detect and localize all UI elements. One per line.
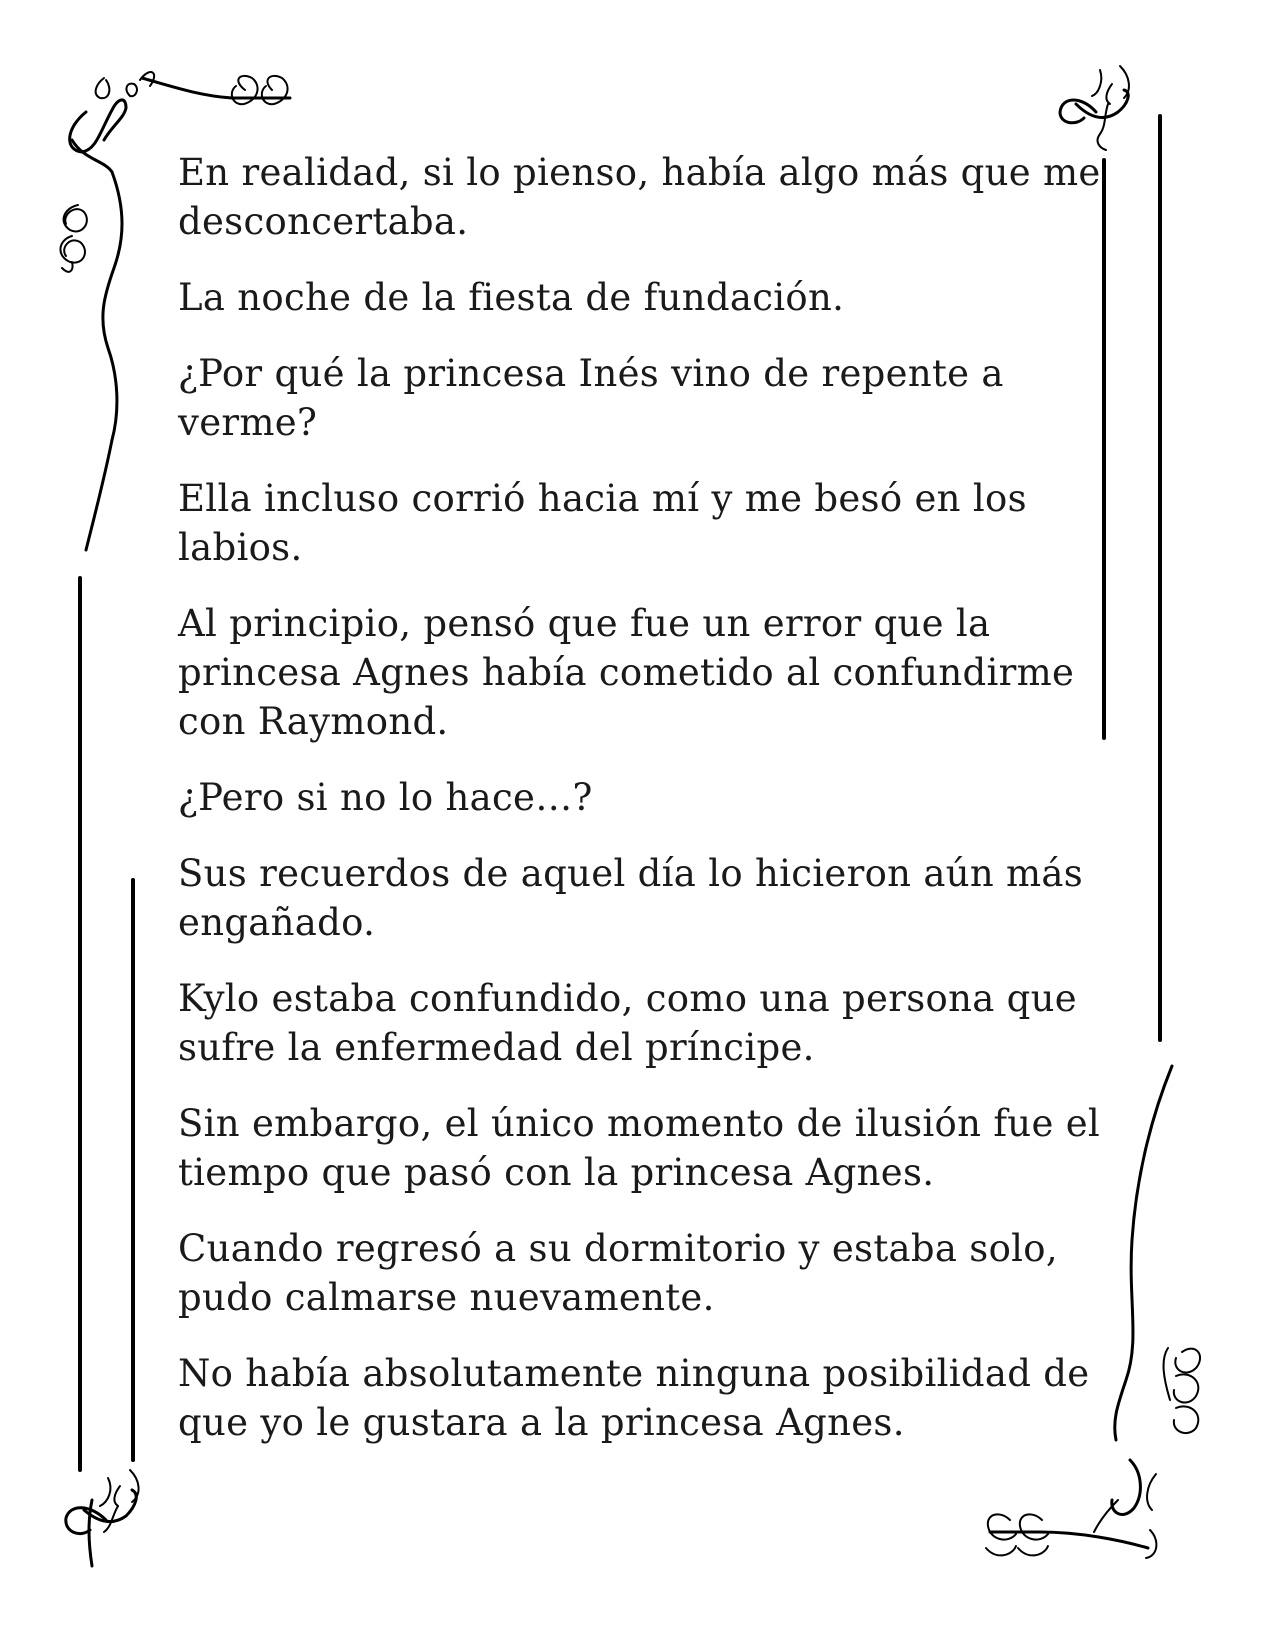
paragraph: Sus recuerdos de aquel día lo hicieron aún más engañado. <box>178 852 1084 944</box>
paragraph: ¿Por qué la princesa Inés vino de repente a verme? <box>178 352 1004 444</box>
paragraph: ¿Pero si no lo hace…? <box>178 776 593 819</box>
paragraph: En realidad, si lo pienso, había algo más que me desconcertaba. <box>178 151 1101 243</box>
body-text <box>178 148 1108 1474</box>
left-rules <box>80 578 133 1470</box>
paragraph: Sin embargo, el único momento de ilusión fue el tiempo que pasó con la princesa Agnes. <box>178 1102 1101 1194</box>
bottom-left-flourish <box>66 1470 139 1566</box>
paragraph: Cuando regresó a su dormitorio y estaba solo, pudo calmarse nuevamente. <box>178 1227 1058 1319</box>
paragraph: La noche de la fiesta de fundación. <box>178 276 845 319</box>
paragraph: Ella incluso corrió hacia mí y me besó en los labios. <box>178 477 1027 569</box>
paragraph: Al principio, pensó que fue un error que la princesa Agnes había cometido al confundirme con Raymond. <box>178 602 1075 743</box>
paragraph: No había absolutamente ninguna posibilidad de que yo le gustara a la princesa Agnes. <box>178 1352 1090 1444</box>
paragraph: Kylo estaba confundido, como una persona que sufre la enfermedad del príncipe. <box>178 977 1077 1069</box>
